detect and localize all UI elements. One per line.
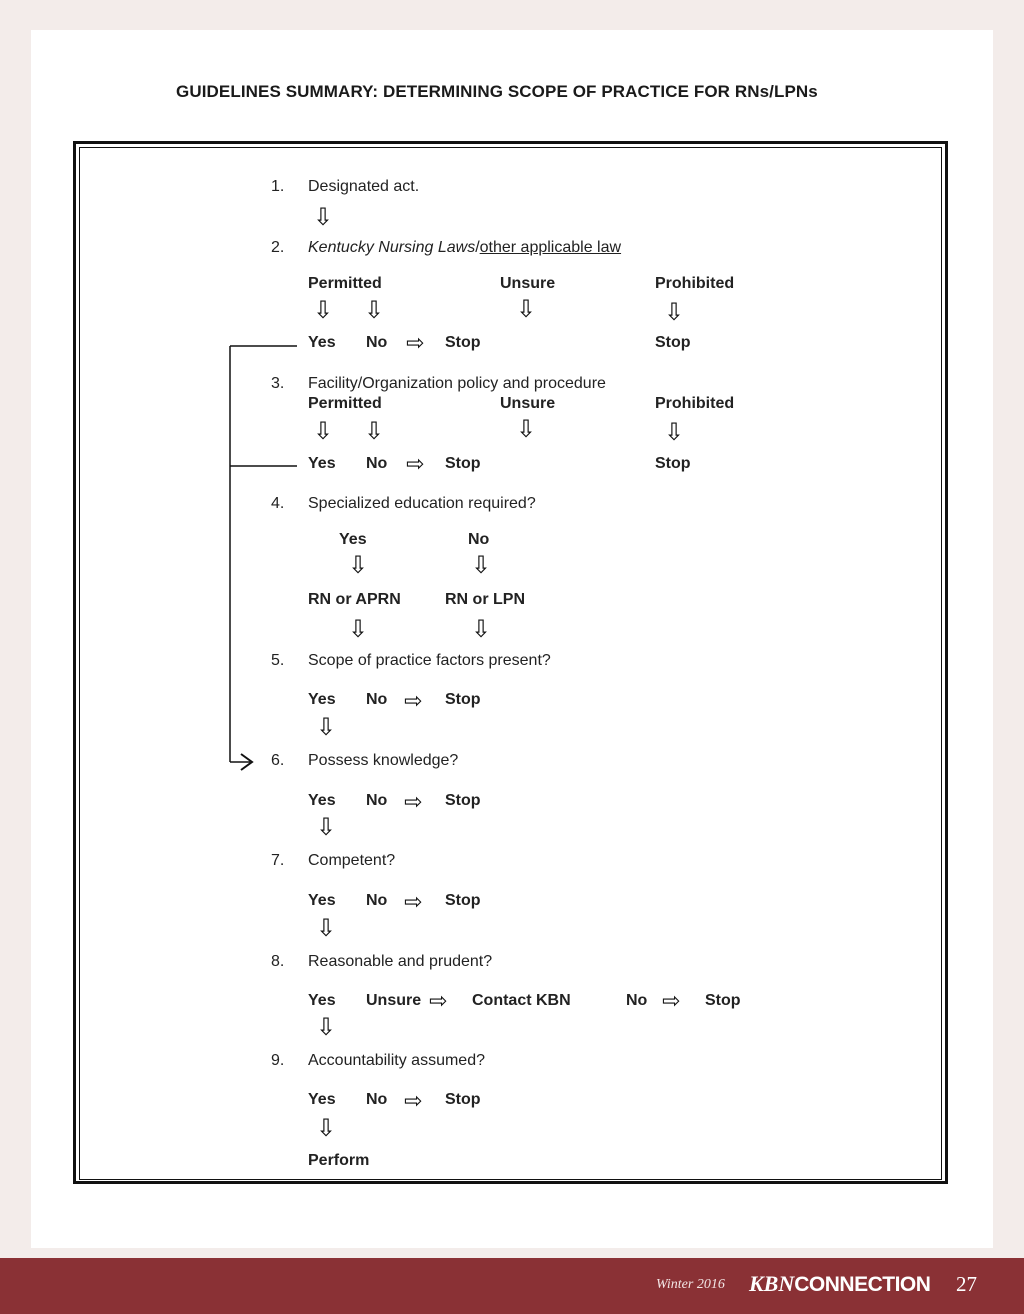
step-9-text: Accountability assumed? — [308, 1052, 485, 1069]
right-arrow-icon: ⇨ — [404, 689, 423, 714]
step-4-number: 4. — [271, 495, 285, 512]
right-arrow-icon: ⇨ — [406, 331, 425, 356]
right-arrow-icon: ⇨ — [662, 989, 681, 1014]
step-7-yes: Yes — [308, 892, 336, 909]
step-5-no: No — [366, 691, 388, 708]
step-3-stop-prohibited: Stop — [655, 455, 691, 472]
step-8-contact-kbn: Contact KBN — [472, 992, 571, 1009]
step-4-no: No — [468, 531, 490, 548]
down-arrow-icon: ⇩ — [348, 615, 369, 643]
step-5-text: Scope of practice factors present? — [308, 652, 551, 669]
step-2-no: No — [366, 334, 388, 351]
footer-issue: Winter 2016 — [656, 1277, 725, 1292]
down-arrow-icon: ⇩ — [316, 1013, 337, 1041]
step-2-permitted: Permitted — [308, 275, 382, 292]
right-arrow-icon: ⇨ — [429, 989, 448, 1014]
down-arrow-icon: ⇩ — [664, 418, 685, 446]
step-8-yes: Yes — [308, 992, 336, 1009]
step-3-unsure: Unsure — [500, 395, 556, 412]
step-8-unsure: Unsure — [366, 992, 422, 1009]
step-7-no: No — [366, 892, 388, 909]
step-6-yes: Yes — [308, 792, 336, 809]
down-arrow-icon: ⇩ — [316, 813, 337, 841]
page-title: GUIDELINES SUMMARY: DETERMINING SCOPE OF PRACTICE FOR RNs/LPNs — [176, 82, 818, 101]
step-4-rn-aprn: RN or APRN — [308, 591, 401, 608]
down-arrow-icon: ⇩ — [316, 713, 337, 741]
step-6-text: Possess knowledge? — [308, 752, 459, 769]
step-4-rn-lpn: RN or LPN — [445, 591, 525, 608]
step-3-text: Facility/Organization policy and procedure — [308, 375, 606, 392]
step-2-stop-prohibited: Stop — [655, 334, 691, 351]
step-9-stop: Stop — [445, 1091, 481, 1108]
step-2-yes: Yes — [308, 334, 336, 351]
down-arrow-icon: ⇩ — [471, 551, 492, 579]
step-4-yes: Yes — [339, 531, 367, 548]
page-number: 27 — [956, 1272, 977, 1296]
step-2-prohibited: Prohibited — [655, 275, 735, 292]
step-2-number: 2. — [271, 239, 285, 256]
step-6-number: 6. — [271, 752, 285, 769]
down-arrow-icon: ⇩ — [313, 417, 334, 445]
step-1-number: 1. — [271, 178, 285, 195]
right-arrow-icon: ⇨ — [404, 1089, 423, 1114]
step-6-no: No — [366, 792, 388, 809]
step-2-stop: Stop — [445, 334, 481, 351]
footer-brand-connection: CONNECTION — [794, 1273, 931, 1296]
step-9-yes: Yes — [308, 1091, 336, 1108]
down-arrow-icon: ⇩ — [313, 203, 334, 231]
step-2-text-slash: / — [475, 239, 480, 256]
step-3-number: 3. — [271, 375, 285, 392]
right-arrow-icon: ⇨ — [404, 890, 423, 915]
step-7-text: Competent? — [308, 852, 396, 869]
step-5-yes: Yes — [308, 691, 336, 708]
down-arrow-icon: ⇩ — [664, 298, 685, 326]
step-2-unsure: Unsure — [500, 275, 556, 292]
step-9-perform: Perform — [308, 1152, 370, 1169]
step-2-text-italic: Kentucky Nursing Laws — [308, 239, 476, 256]
step-3-stop: Stop — [445, 455, 481, 472]
step-1-text: Designated act. — [308, 178, 420, 195]
step-7-stop: Stop — [445, 892, 481, 909]
footer-brand-kbn: KBN — [749, 1271, 795, 1296]
step-8-stop: Stop — [705, 992, 741, 1009]
step-2-text — [308, 239, 621, 257]
step-3-prohibited: Prohibited — [655, 395, 735, 412]
down-arrow-icon: ⇩ — [471, 615, 492, 643]
down-arrow-icon: ⇩ — [316, 1114, 337, 1142]
down-arrow-icon: ⇩ — [348, 551, 369, 579]
step-9-number: 9. — [271, 1052, 285, 1069]
down-arrow-icon: ⇩ — [364, 296, 385, 324]
right-arrow-icon: ⇨ — [404, 790, 423, 815]
down-arrow-icon: ⇩ — [364, 417, 385, 445]
step-4-text: Specialized education required? — [308, 495, 536, 512]
step-8-no: No — [626, 992, 648, 1009]
step-8-text: Reasonable and prudent? — [308, 953, 493, 970]
step-3-permitted: Permitted — [308, 395, 382, 412]
step-3-yes: Yes — [308, 455, 336, 472]
step-5-number: 5. — [271, 652, 285, 669]
down-arrow-icon: ⇩ — [316, 914, 337, 942]
footer-brand-logo — [749, 1271, 930, 1297]
step-2-text-underline: other applicable law — [479, 239, 622, 256]
step-7-number: 7. — [271, 852, 285, 869]
step-6-stop: Stop — [445, 792, 481, 809]
step-5-stop: Stop — [445, 691, 481, 708]
down-arrow-icon: ⇩ — [313, 296, 334, 324]
step-9-no: No — [366, 1091, 388, 1108]
step-8-number: 8. — [271, 953, 285, 970]
right-arrow-icon: ⇨ — [406, 452, 425, 477]
down-arrow-icon: ⇩ — [516, 415, 537, 443]
down-arrow-icon: ⇩ — [516, 295, 537, 323]
step-3-no: No — [366, 455, 388, 472]
